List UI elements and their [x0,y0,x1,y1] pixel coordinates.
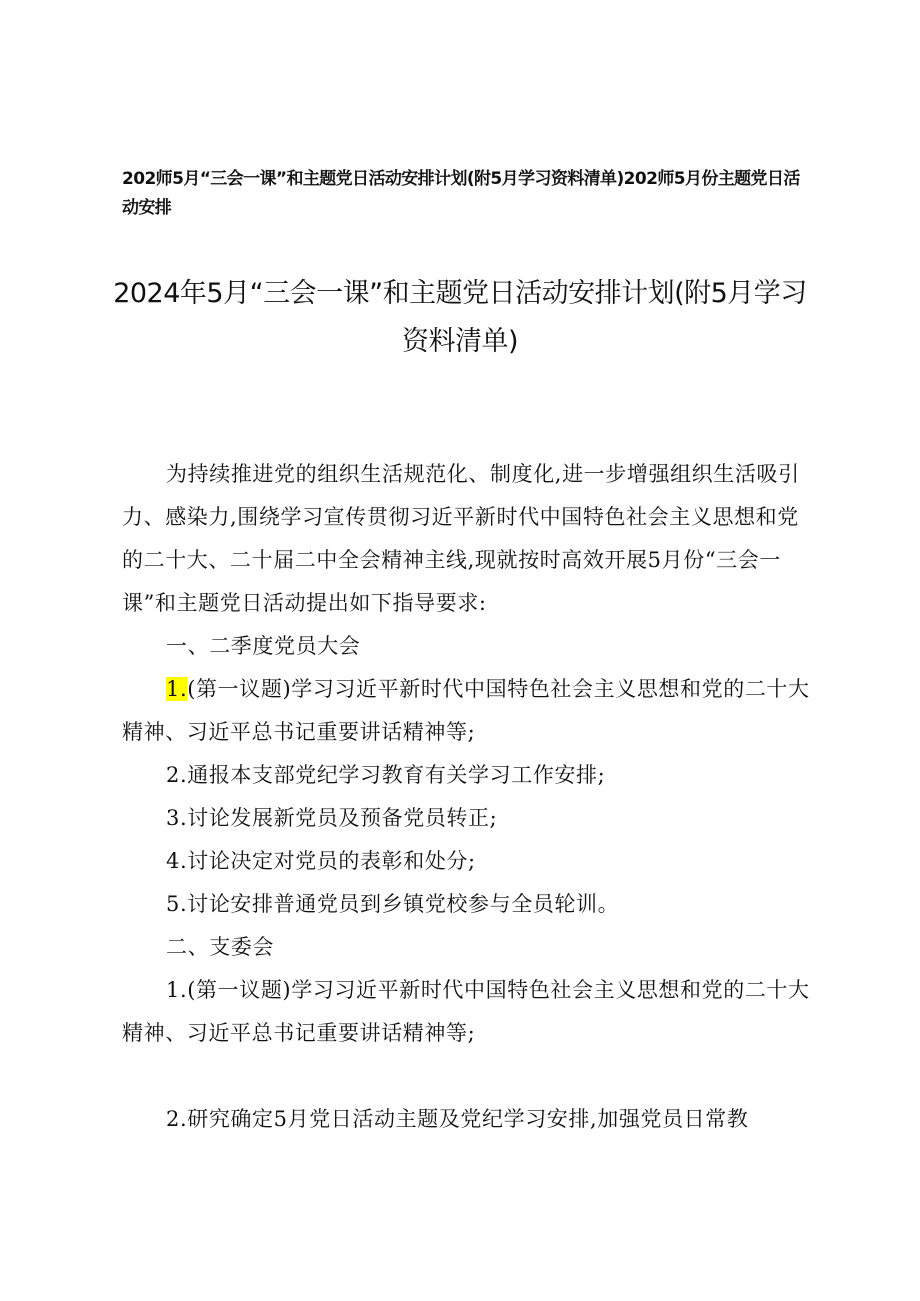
section2-item-2: 2.研究确定5月党日活动主题及党纪学习安排,加强党员日常教 [166,1107,749,1131]
document-body [122,453,810,1141]
section1-item-4: 4.讨论决定对党员的表彰和处分; [166,849,476,873]
highlighted-item-number: 1. [166,677,188,701]
section-heading-party-members-meeting: 一、二季度党员大会 [166,634,361,658]
intro-paragraph: 为持续推进党的组织生活规范化、制度化,进一步增强组织生活吸引力、感染力,围绕学习宣传贯彻习近平新时代中国特色社会主义思想和党的二十大、二十届二中全会精神主线,现就按时高效开展5月份“三会一课”和主题党日活动提出如下指导要求: [122,462,800,615]
section1-item-1 [122,668,810,754]
section1-item-5: 5.讨论安排普通党员到乡镇党校参与全员轮训。 [166,892,620,916]
document-header-title: 202师5月“三会一课”和主题党日活动安排计划(附5月学习资料清单)202师5月份主题党日活动安排 [122,169,800,218]
section2-item-1: 1.(第一议题)学习习近平新时代中国特色社会主义思想和党的二十大精神、习近平总书记重要讲话精神等; [122,978,810,1045]
section1-item-2: 2.通报本支部党纪学习教育有关学习工作安排; [166,763,606,787]
document-main-title: 2024年5月“三会一课”和主题党日活动安排计划(附5月学习资料清单) [113,278,807,357]
section1-item-1-text: (第一议题)学习习近平新时代中国特色社会主义思想和党的二十大精神、习近平总书记重要讲话精神等; [122,677,810,744]
section-heading-branch-committee: 二、支委会 [166,935,274,959]
section1-item-3: 3.讨论发展新党员及预备党员转正; [166,806,498,830]
